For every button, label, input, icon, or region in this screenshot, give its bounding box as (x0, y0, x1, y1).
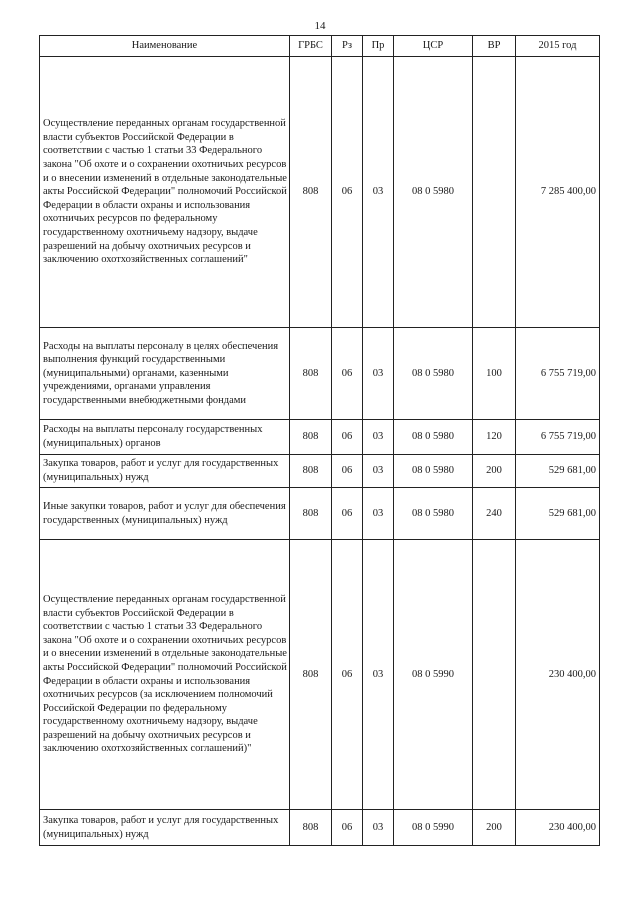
row-amount: 6 755 719,00 (516, 328, 600, 420)
row-vr (473, 540, 516, 810)
row-grbs: 808 (290, 420, 332, 455)
row-amount: 529 681,00 (516, 488, 600, 540)
row-rz: 06 (332, 328, 363, 420)
row-pr: 03 (363, 57, 394, 328)
row-vr: 200 (473, 810, 516, 846)
row-pr: 03 (363, 810, 394, 846)
row-csr: 08 0 5980 (394, 488, 473, 540)
header-pr: Пр (363, 36, 394, 57)
row-grbs: 808 (290, 57, 332, 328)
row-rz: 06 (332, 57, 363, 328)
row-grbs: 808 (290, 488, 332, 540)
row-csr: 08 0 5980 (394, 420, 473, 455)
row-name: Иные закупки товаров, работ и услуг для обеспечения государственных (муниципальных) нужд (40, 488, 290, 540)
header-row (40, 36, 600, 57)
header-csr: ЦСР (394, 36, 473, 57)
row-name: Осуществление переданных органам государственной власти субъектов Российской Федерации в соответствии с частью 1 статьи 33 Федерального закона "Об охоте и о сохранении охотничьих ресурсов и о внесении изменений в отдельные законодательные акты Российской Федерации" полномочий Российской Федерации в области охраны и использования охотничьих ресурсов по федеральному государственному охотничьему надзору, выдаче разрешений на добычу охотничьих ресурсов и заключению охотхозяйственных соглашений" (40, 57, 290, 328)
row-grbs: 808 (290, 540, 332, 810)
header-name: Наименование (40, 36, 290, 57)
table-row (40, 810, 600, 846)
header-rz: Рз (332, 36, 363, 57)
table-row (40, 328, 600, 420)
row-csr: 08 0 5990 (394, 540, 473, 810)
page-number: 14 (314, 20, 326, 32)
row-name: Расходы на выплаты персоналу государственных (муниципальных) органов (40, 420, 290, 455)
table-row (40, 420, 600, 455)
row-csr: 08 0 5990 (394, 810, 473, 846)
table-row (40, 57, 600, 328)
row-amount: 529 681,00 (516, 455, 600, 488)
row-vr (473, 57, 516, 328)
header-vr: ВР (473, 36, 516, 57)
row-name: Осуществление переданных органам государственной власти субъектов Российской Федерации в соответствии с частью 1 статьи 33 Федерального закона "Об охоте и о сохранении охотничьих ресурсов и о внесении изменений в отдельные законодательные акты Российской Федерации" полномочий Российской Федерации в области охраны и использования охотничьих ресурсов (за исключением полномочий Российской Федерации по федеральному государственному охотничьему надзору, выдаче разрешений на добычу охотничьих ресурсов и заключению охотхозяйственных соглашений)" (40, 540, 290, 810)
row-grbs: 808 (290, 810, 332, 846)
row-pr: 03 (363, 540, 394, 810)
header-year: 2015 год (516, 36, 600, 57)
row-pr: 03 (363, 455, 394, 488)
row-rz: 06 (332, 810, 363, 846)
row-rz: 06 (332, 540, 363, 810)
row-rz: 06 (332, 455, 363, 488)
row-grbs: 808 (290, 455, 332, 488)
budget-table (39, 35, 600, 846)
row-csr: 08 0 5980 (394, 57, 473, 328)
row-vr: 240 (473, 488, 516, 540)
row-amount: 230 400,00 (516, 810, 600, 846)
row-vr: 120 (473, 420, 516, 455)
row-pr: 03 (363, 328, 394, 420)
row-vr: 100 (473, 328, 516, 420)
row-vr: 200 (473, 455, 516, 488)
row-csr: 08 0 5980 (394, 328, 473, 420)
row-amount: 6 755 719,00 (516, 420, 600, 455)
row-rz: 06 (332, 488, 363, 540)
table-row (40, 540, 600, 810)
row-rz: 06 (332, 420, 363, 455)
table-row (40, 455, 600, 488)
row-name: Закупка товаров, работ и услуг для государственных (муниципальных) нужд (40, 810, 290, 846)
header-grbs: ГРБС (290, 36, 332, 57)
row-name: Закупка товаров, работ и услуг для государственных (муниципальных) нужд (40, 455, 290, 488)
row-name: Расходы на выплаты персоналу в целях обеспечения выполнения функций государственными (муниципальными) органами, казенными учреждениями, органами управления государственными внебюджетными фондами (40, 328, 290, 420)
row-pr: 03 (363, 420, 394, 455)
row-amount: 7 285 400,00 (516, 57, 600, 328)
row-amount: 230 400,00 (516, 540, 600, 810)
row-pr: 03 (363, 488, 394, 540)
table-row (40, 488, 600, 540)
row-csr: 08 0 5980 (394, 455, 473, 488)
row-grbs: 808 (290, 328, 332, 420)
